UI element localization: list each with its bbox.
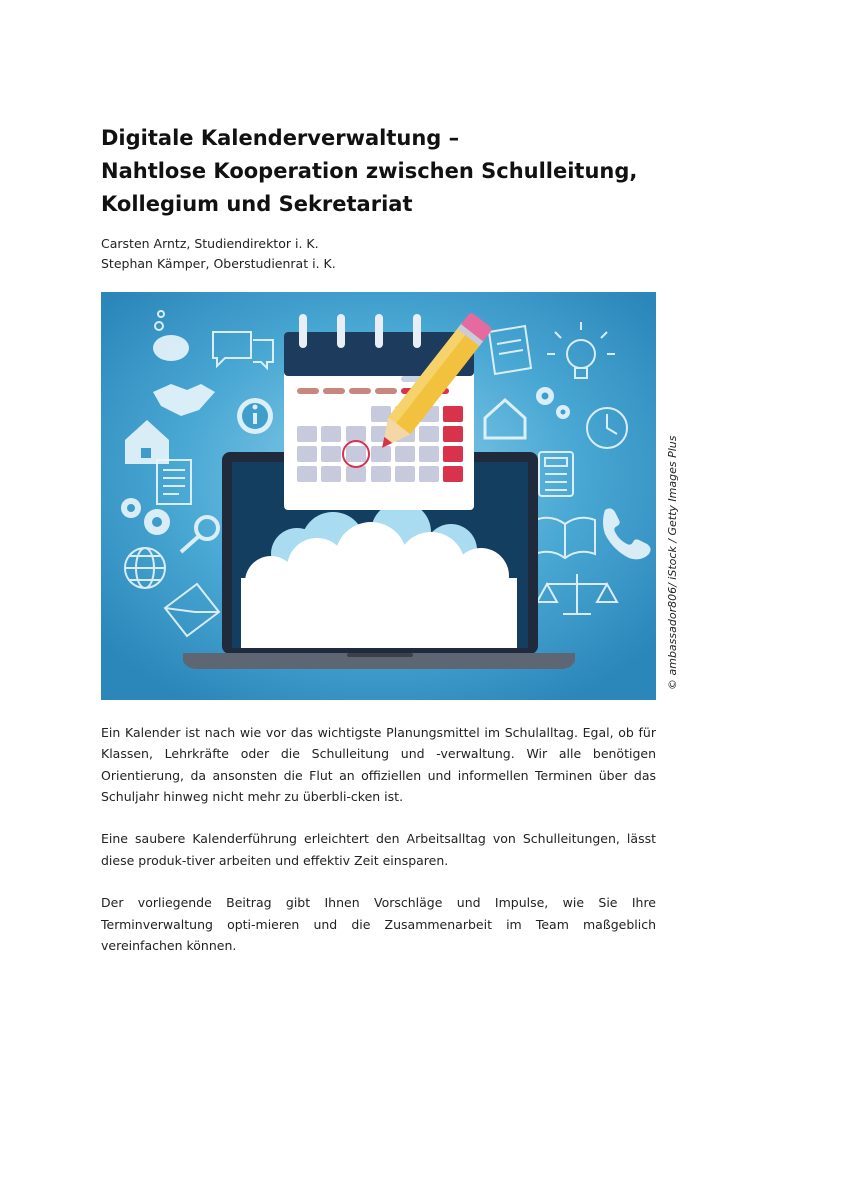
- info-icon: [237, 398, 273, 434]
- paragraph: Eine saubere Kalenderführung erleichtert den Arbeitsalltag von Schulleitungen, lässt diese produk-tiver arbeiten und effektiv Zeit einsparen.: [101, 831, 656, 868]
- paragraph: Ein Kalender ist nach wie vor das wichtigste Planungsmittel im Schulalltag. Egal, ob für Klassen, Lehrkräfte oder die Schulleitung und -verwaltung. Wir alle benötigen Orientierung, da ansonsten die Flut an offiziellen und informellen Terminen über das Schuljahr hinweg nicht mehr zu überbli-cken ist.: [101, 725, 656, 804]
- author: Carsten Arntz, Studiendirektor i. K.: [101, 236, 319, 251]
- article-body: [101, 722, 656, 978]
- hero-illustration: [101, 292, 656, 700]
- calendar: [284, 314, 474, 510]
- title-line: Nahtlose Kooperation zwischen Schulleitung,: [101, 159, 638, 183]
- author-list: [101, 234, 336, 274]
- title-line: Kollegium und Sekretariat: [101, 192, 413, 216]
- paragraph: Der vorliegende Beitrag gibt Ihnen Vorschläge und Impulse, wie Sie Ihre Terminverwaltung opti-mieren und die Zusammenarbeit im Team maßgeblich vereinfachen können.: [101, 895, 656, 953]
- image-credit: © ambassador806/ iStock / Getty Images Plus: [666, 435, 679, 690]
- article-title: [101, 122, 741, 221]
- title-line: Digitale Kalenderverwaltung –: [101, 126, 460, 150]
- author: Stephan Kämper, Oberstudienrat i. K.: [101, 256, 336, 271]
